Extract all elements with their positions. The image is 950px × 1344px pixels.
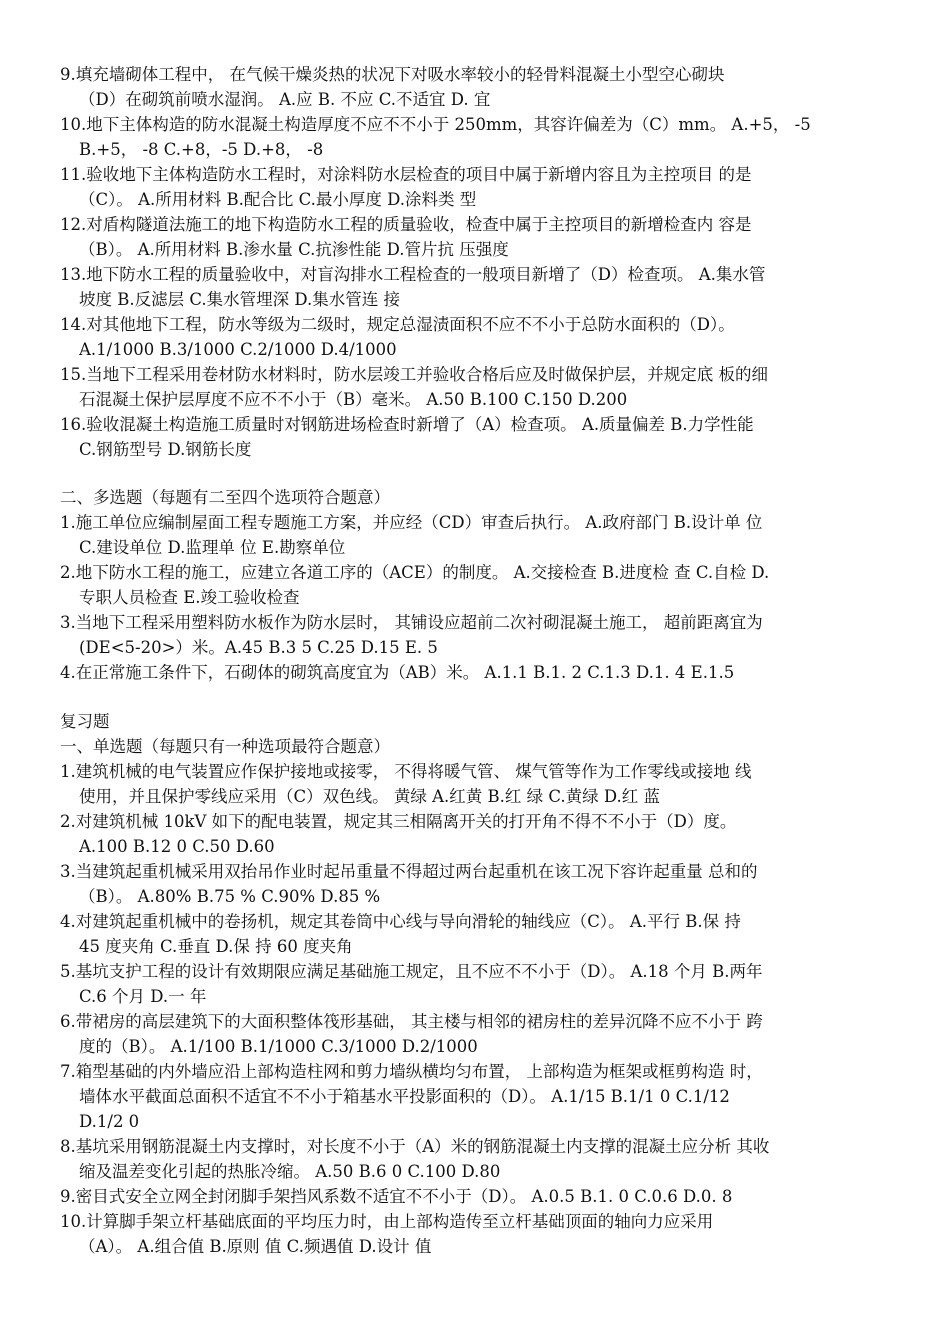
section-single-choice-continued <box>0 62 950 462</box>
text-line: C.6 个月 D.一 年 <box>79 987 207 1006</box>
text-line: 45 度夹角 C.垂直 D.保 持 60 度夹角 <box>79 937 353 956</box>
section-review-questions <box>0 709 950 1259</box>
text-line: 3.当地下工程采用塑料防水板作为防水层时， 其铺设应超前二次衬砌混凝土施工， 超前距离宜为 <box>60 613 763 632</box>
text-line: 14.对其他地下工程，防水等级为二级时，规定总湿渍面积不应不不小于总防水面积的（D）。 <box>60 315 735 334</box>
text-line: C.建设单位 D.监理单 位 E.勘察单位 <box>79 538 346 557</box>
text-line: （D）在砌筑前喷水湿润。 A.应 B. 不应 C.不适宜 D. 宜 <box>79 90 491 109</box>
text-line: D.1/2 0 <box>79 1112 140 1131</box>
text-line: （B）。 A.80% B.75 % C.90% D.85 % <box>79 887 381 906</box>
text-line: 一、单选题（每题只有一种选项最符合题意） <box>60 737 390 756</box>
text-line: 坡度 B.反滤层 C.集水管埋深 D.集水管连 接 <box>79 290 401 309</box>
text-line: 2.对建筑机械 10kV 如下的配电装置，规定其三相隔离开关的打开角不得不不小于（D）度。 <box>60 812 737 831</box>
text-line: 3.当建筑起重机械采用双抬吊作业时起吊重量不得超过两台起重机在该工况下容许起重量 总和的 <box>60 862 758 881</box>
text-line: 9.填充墙砌体工程中， 在气候干燥炎热的状况下对吸水率较小的轻骨料混凝土小型空心砌块 <box>60 65 725 84</box>
text-line: 12.对盾构隧道法施工的地下构造防水工程的质量验收，检查中属于主控项目的新增检查内 容是 <box>60 215 752 234</box>
text-line: 16.验收混凝土构造施工质量时对钢筋进场检查时新增了（A）检查项。 A.质量偏差 B.力学性能 <box>60 415 754 434</box>
text-line: 1.建筑机械的电气装置应作保护接地或接零， 不得将暖气管、 煤气管等作为工作零线或接地 线 <box>60 762 752 781</box>
text-line: 5.基坑支护工程的设计有效期限应满足基础施工规定，且不应不不小于（D）。 A.18 个月 B.两年 <box>60 962 763 981</box>
text-line: 缩及温差变化引起的热胀冷缩。 A.50 B.6 0 C.100 D.80 <box>79 1162 501 1181</box>
text-line: 二、多选题（每题有二至四个选项符合题意） <box>60 488 390 507</box>
text-line: 复习题 <box>60 712 110 731</box>
text-line: （A）。 A.组合值 B.原则 值 C.频遇值 D.设计 值 <box>79 1237 432 1256</box>
text-line: 4.在正常施工条件下，石砌体的砌筑高度宜为（AB）米。 A.1.1 B.1. 2 C.1.3 D.1. 4 E.1.5 <box>60 663 735 682</box>
text-line: 使用，并且保护零线应采用（C）双色线。 黄绿 A.红黄 B.红 绿 C.黄绿 D.红 蓝 <box>79 787 661 806</box>
text-line: 2.地下防水工程的施工，应建立各道工序的（ACE）的制度。 A.交接检查 B.进度检 查 C.自检 D. <box>60 563 770 582</box>
text-line: 度的（B）。 A.1/100 B.1/1000 C.3/1000 D.2/1000 <box>79 1037 478 1056</box>
text-line: B.+5， -8 C.+8，-5 D.+8， -8 <box>79 140 324 159</box>
text-line: （B）。 A.所用材料 B.渗水量 C.抗渗性能 D.管片抗 压强度 <box>79 240 509 259</box>
text-line: 13.地下防水工程的质量验收中，对盲沟排水工程检查的一般项目新增了（D）检查项。 A.集水管 <box>60 265 766 284</box>
text-line: 15.当地下工程采用卷材防水材料时，防水层竣工并验收合格后应及时做保护层，并规定底 板的细 <box>60 365 768 384</box>
text-line: 7.箱型基础的内外墙应沿上部构造柱网和剪力墙纵横均匀布置， 上部构造为框架或框剪构造 时， <box>60 1062 763 1081</box>
text-line: (DE<5-20>）米。A.45 B.3 5 C.25 D.15 E. 5 <box>79 638 438 657</box>
text-line: 11.验收地下主体构造防水工程时，对涂料防水层检查的项目中属于新增内容且为主控项目 的是 <box>60 165 752 184</box>
text-line: 1.施工单位应编制屋面工程专题施工方案，并应经（CD）审查后执行。 A.政府部门 B.设计单 位 <box>60 513 763 532</box>
text-line: 8.基坑采用钢筋混凝土内支撑时，对长度不小于（A）米的钢筋混凝土内支撑的混凝土应分析 其收 <box>60 1137 770 1156</box>
text-line: 6.带裙房的高层建筑下的大面积整体筏形基础， 其主楼与相邻的裙房柱的差异沉降不应不小于 跨 <box>60 1012 763 1031</box>
text-line: 10.计算脚手架立杆基础底面的平均压力时，由上部构造传至立杆基础顶面的轴向力应采用 <box>60 1212 714 1231</box>
text-line: A.1/1000 B.3/1000 C.2/1000 D.4/1000 <box>79 340 397 359</box>
section-multiple-choice <box>0 485 950 685</box>
text-line: A.100 B.12 0 C.50 D.60 <box>79 837 275 856</box>
text-line: （C）。 A.所用材料 B.配合比 C.最小厚度 D.涂料类 型 <box>79 190 477 209</box>
text-line: 10.地下主体构造的防水混凝土构造厚度不应不不小于 250mm，其容许偏差为（C）mm。 A.+5， -5 <box>60 115 811 134</box>
text-line: 4.对建筑起重机械中的卷扬机，规定其卷筒中心线与导向滑轮的轴线应（C）。 A.平行 B.保 持 <box>60 912 741 931</box>
text-line: C.钢筋型号 D.钢筋长度 <box>79 440 252 459</box>
text-line: 墙体水平截面总面积不适宜不不小于箱基水平投影面积的（D）。 A.1/15 B.1/1 0 C.1/12 <box>79 1087 730 1106</box>
text-line: 石混凝土保护层厚度不应不不小于（B）毫米。 A.50 B.100 C.150 D.200 <box>79 390 628 409</box>
text-line: 9.密目式安全立网全封闭脚手架挡风系数不适宜不不小于（D）。 A.0.5 B.1. 0 C.0.6 D.0. 8 <box>60 1187 733 1206</box>
text-line: 专职人员检查 E.竣工验收检查 <box>79 588 300 607</box>
